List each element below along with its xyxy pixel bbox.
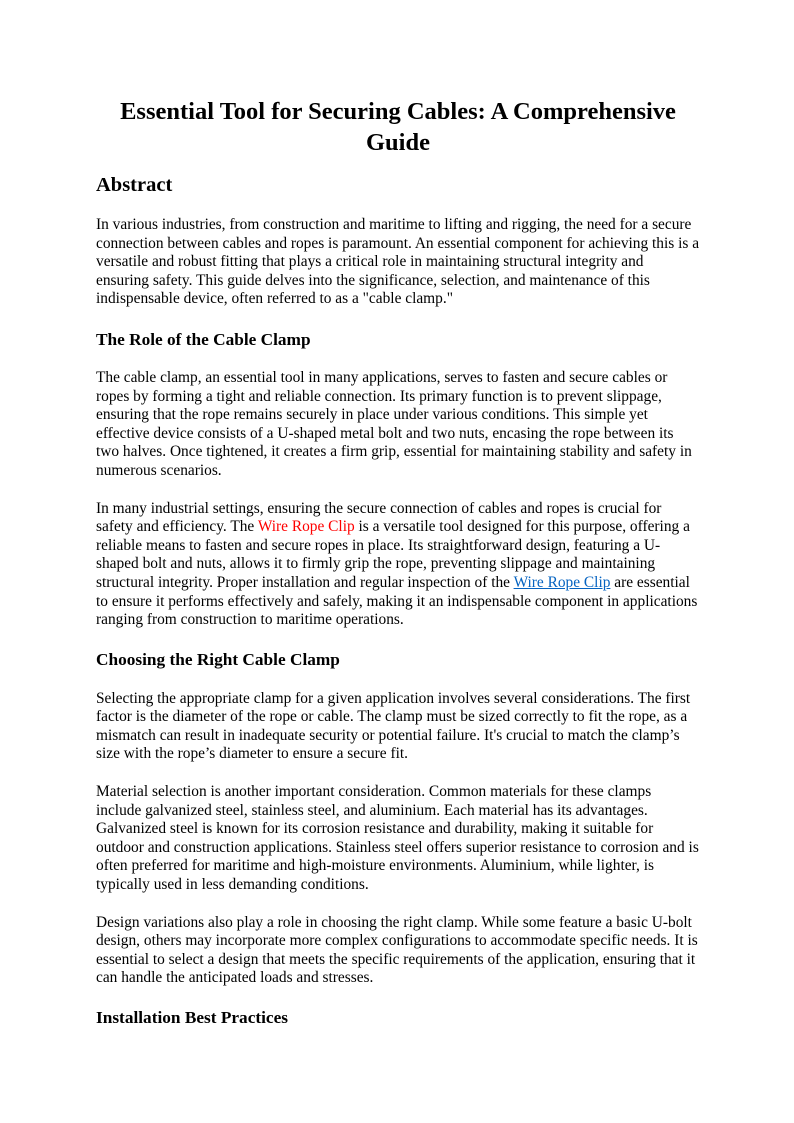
abstract-heading: Abstract [96,174,173,196]
role-heading: The Role of the Cable Clamp [96,329,311,349]
choosing-heading: Choosing the Right Cable Clamp [96,649,340,669]
role-p2-text-a: In many industrial settings, ensuring the secure connection of cables and ropes is crucial for safety and efficiency. The [96,499,662,536]
role-p2-text-c: are essential to ensure it performs effectively and safely, making it an indispensable component in applications ranging from construction to maritime operations. [96,573,698,629]
role-paragraph-1: The cable clamp, an essential tool in many applications, serves to fasten and secure cables or ropes by forming a tight and reliable connection. Its primary function is to prevent slippage, ensuring that the rope remains securely in place under various conditions. This simple yet effective device consists of a U-shaped metal bolt and two nuts, encasing the rope between its two halves. Once tightened, it creates a firm grip, essential for maintaining stability and safety in numerous scenarios. [96,368,692,479]
wire-rope-clip-link-red[interactable]: Wire Rope Clip [257,518,355,536]
choosing-paragraph-1: Selecting the appropriate clamp for a given application involves several considerations. The first factor is the diameter of the rope or cable. The clamp must be sized correctly to fit the rope, as a mismatch can result in inadequate security or potential failure. It's crucial to match the clamp’s size with the rope’s diameter to ensure a secure fit. [96,689,691,763]
role-paragraph-2 [96,500,700,630]
document-page [96,96,700,1029]
wire-rope-clip-link-blue[interactable]: Wire Rope Clip [513,573,611,591]
installation-heading: Installation Best Practices [96,1008,288,1027]
choosing-paragraph-2: Material selection is another important consideration. Common materials for these clamps include galvanized steel, stainless steel, and aluminium. Each material has its advantages. Galvanized steel is known for its corrosion resistance and durability, making it suitable for outdoor and construction applications. Stainless steel offers superior resistance to corrosion and is often preferred for maritime and high-moisture environments. Aluminium, while lighter, is typically used in less demanding conditions. [96,783,699,894]
page-title: Essential Tool for Securing Cables: A Comprehensive Guide [120,98,676,156]
role-p2-text-b: is a versatile tool designed for this purpose, offering a reliable means to fasten and secure ropes in place. Its straightforward design, featuring a U-shaped bolt and nuts, allows it to firmly grip the rope, preventing slippage and maintaining structural integrity. Proper installation and regular inspection of the [96,518,690,591]
choosing-paragraph-3: Design variations also play a role in choosing the right clamp. While some feature a basic U-bolt design, others may incorporate more complex configurations to accommodate specific needs. It is essential to select a design that meets the specific requirements of the application, ensuring that it can handle the anticipated loads and stresses. [96,913,698,987]
abstract-paragraph: In various industries, from construction and maritime to lifting and rigging, the need for a secure connection between cables and ropes is paramount. An essential component for achieving this is a versatile and robust fitting that plays a critical role in maintaining structural integrity and ensuring safety. This guide delves into the significance, selection, and maintenance of this indispensable device, often referred to as a "cable clamp." [96,216,700,308]
